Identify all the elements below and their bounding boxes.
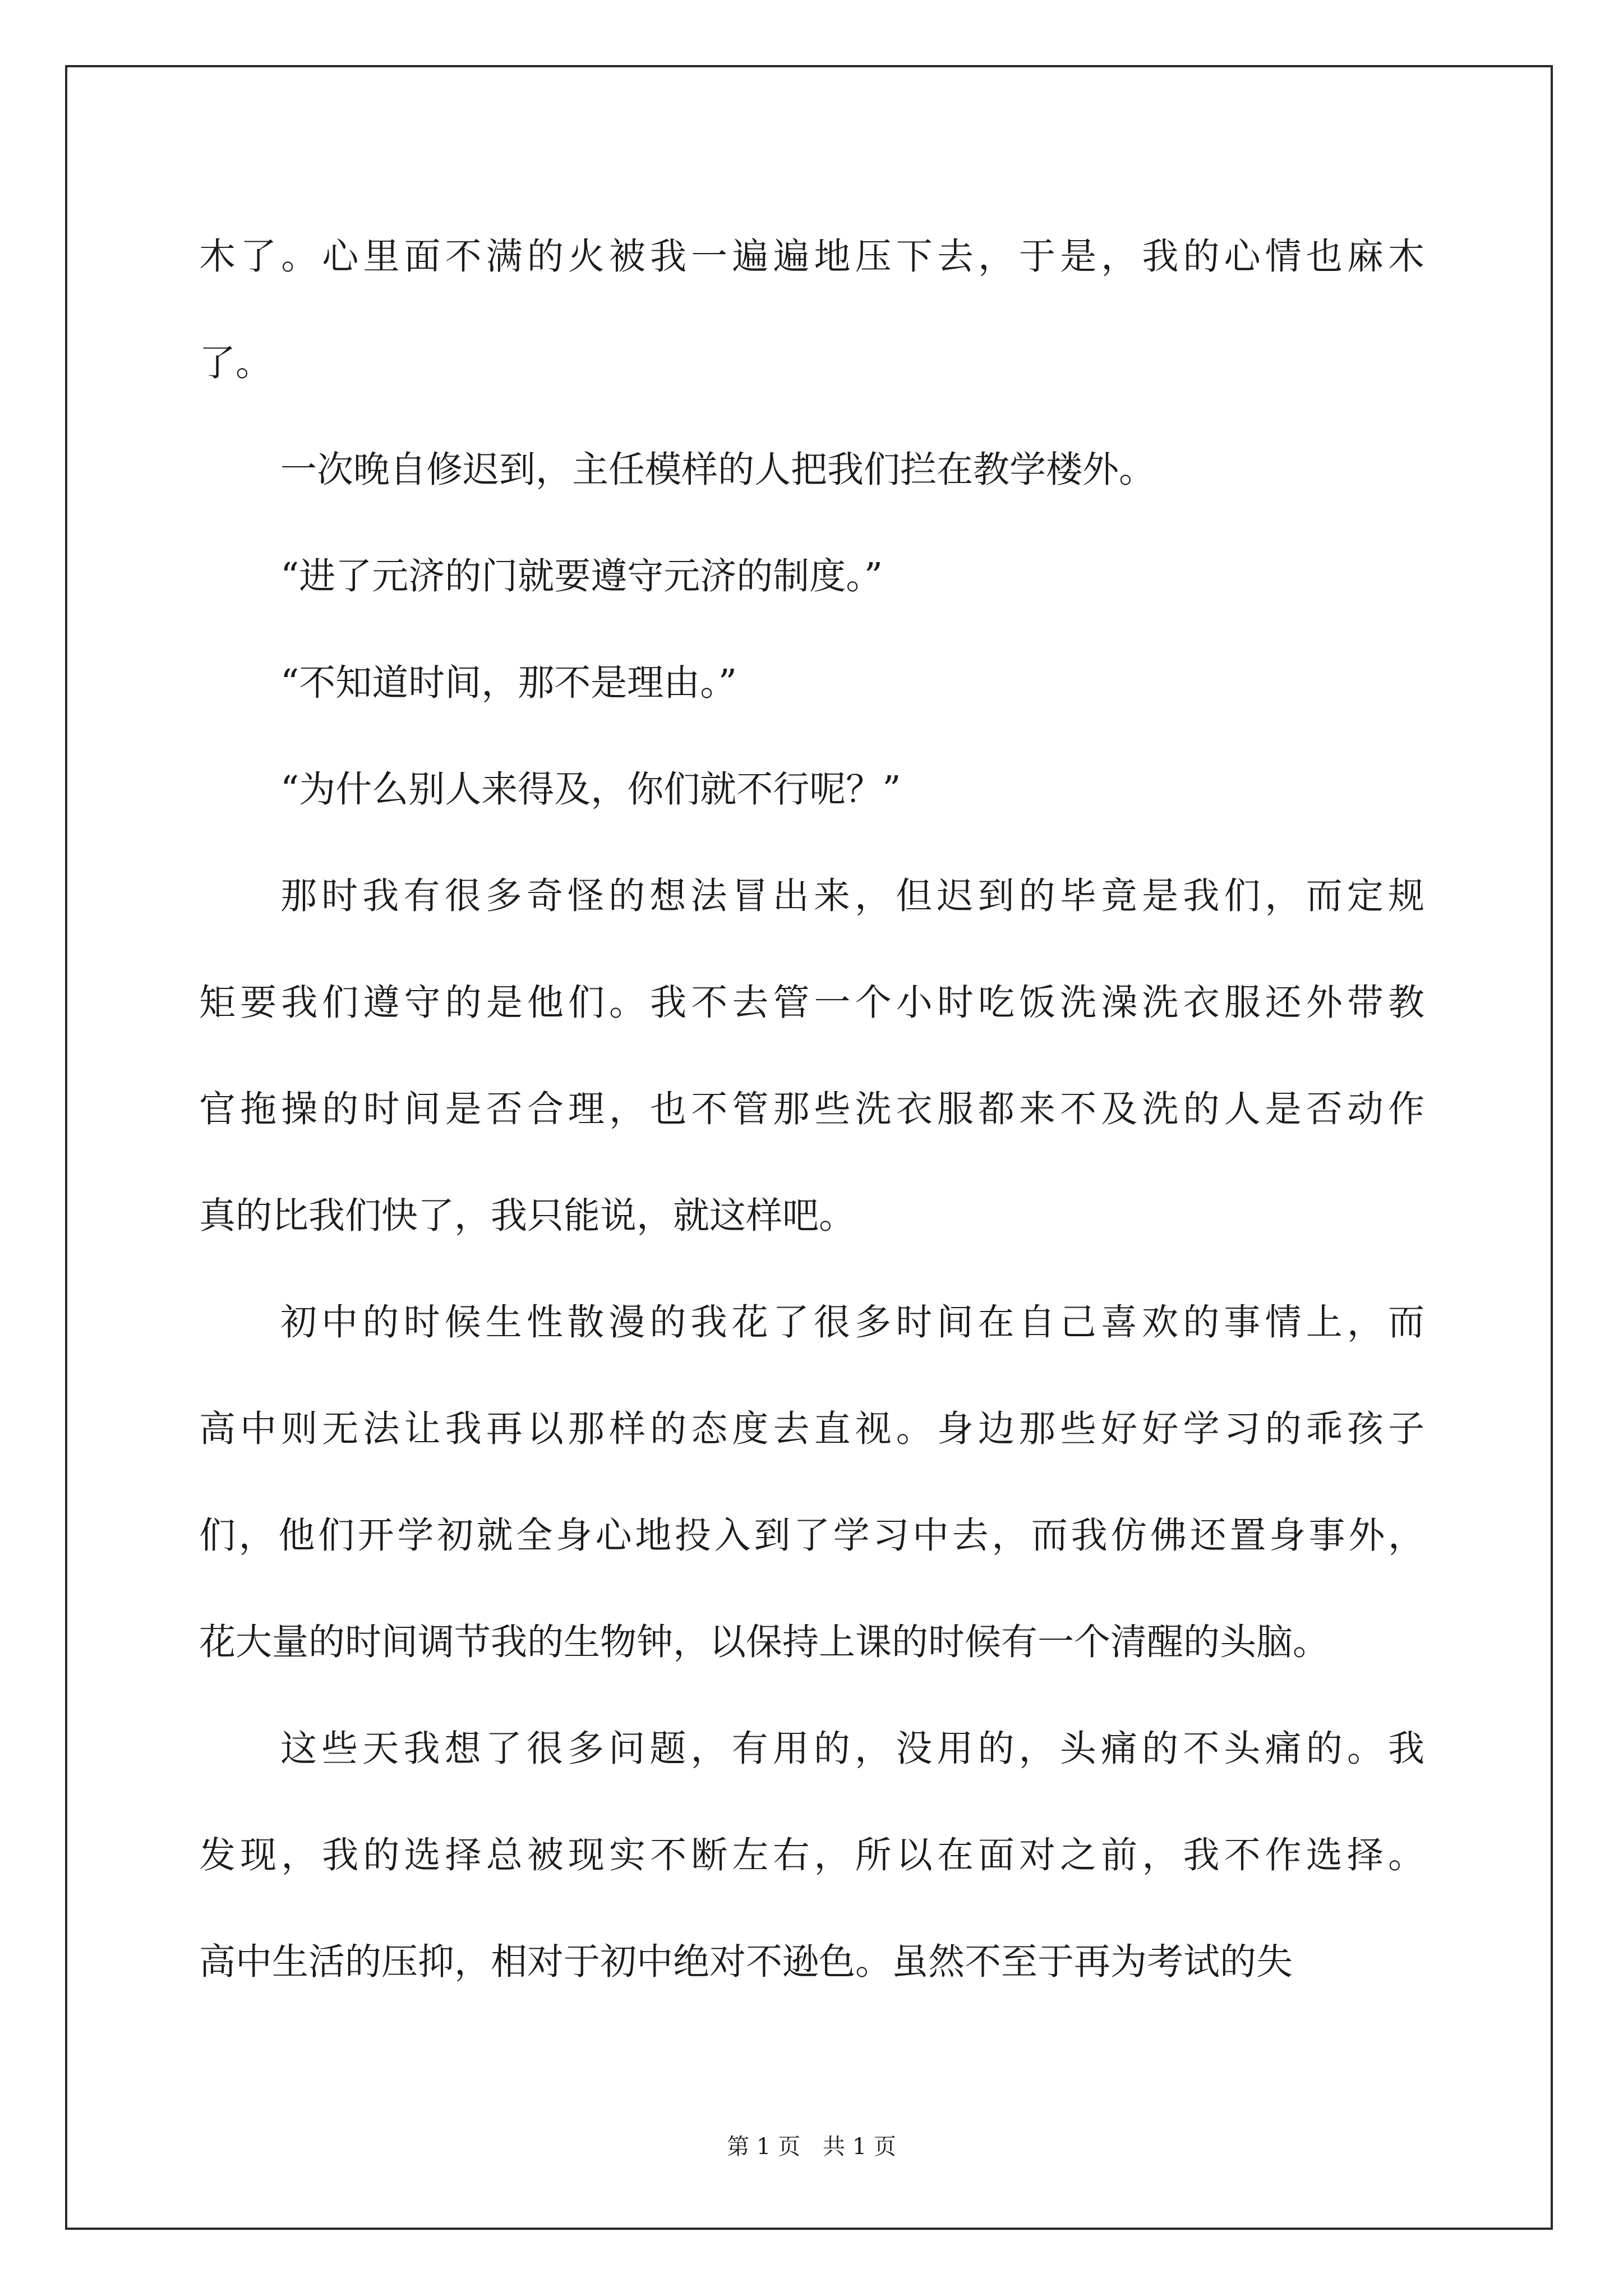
paragraph-line: 了。: [199, 342, 273, 384]
paragraph-line: 这些天我想了很多问题，有用的，没用的，头痛的不头痛的。我: [280, 1728, 1424, 1770]
page-footer: 第 1 页 共 1 页: [727, 2134, 896, 2160]
paragraph: [199, 523, 1424, 630]
paragraph-line: “为什么别人来得及，你们就不行呢？”: [280, 769, 901, 811]
document-body: [199, 204, 1424, 2016]
paragraph-line: 发现，我的选择总被现实不断左右，所以在面对之前，我不作选择。: [199, 1834, 1424, 1876]
paragraph-line: 真的比我们快了，我只能说，就这样吧。: [199, 1195, 856, 1237]
paragraph-line: 官拖操的时间是否合理，也不管那些洗衣服都来不及洗的人是否动作: [199, 1088, 1424, 1130]
paragraph-line: 那时我有很多奇怪的想法冒出来，但迟到的毕竟是我们，而定规: [280, 875, 1424, 917]
paragraph: [199, 1269, 1424, 1696]
paragraph: [199, 737, 1424, 843]
paragraph-line: 一次晚自修迟到，主任模样的人把我们拦在教学楼外。: [280, 449, 1156, 491]
paragraph: [199, 204, 1424, 417]
paragraph-line: 高中生活的压抑，相对于初中绝对不逊色。虽然不至于再为考试的失: [199, 1941, 1293, 1983]
paragraph: [199, 1696, 1424, 2016]
paragraph-line: 花大量的时间调节我的生物钟，以保持上课的时候有一个清醒的头脑。: [199, 1621, 1330, 1663]
paragraph-line: “进了元济的门就要遵守元济的制度。”: [280, 555, 883, 597]
paragraph-line: 高中则无法让我再以那样的态度去直视。身边那些好好学习的乖孩子: [199, 1408, 1424, 1450]
paragraph: [199, 630, 1424, 737]
paragraph: [199, 843, 1424, 1269]
paragraph-line: 初中的时候生性散漫的我花了很多时间在自己喜欢的事情上，而: [280, 1301, 1424, 1343]
paragraph-line: 们，他们开学初就全身心地投入到了学习中去，而我仿佛还置身事外，: [199, 1515, 1424, 1557]
paragraph: [199, 417, 1424, 523]
paragraph-line: 木了。心里面不满的火被我一遍遍地压下去，于是，我的心情也麻木: [199, 236, 1424, 278]
paragraph-line: 矩要我们遵守的是他们。我不去管一个小时吃饭洗澡洗衣服还外带教: [199, 982, 1424, 1024]
paragraph-line: “不知道时间，那不是理由。”: [280, 662, 737, 704]
